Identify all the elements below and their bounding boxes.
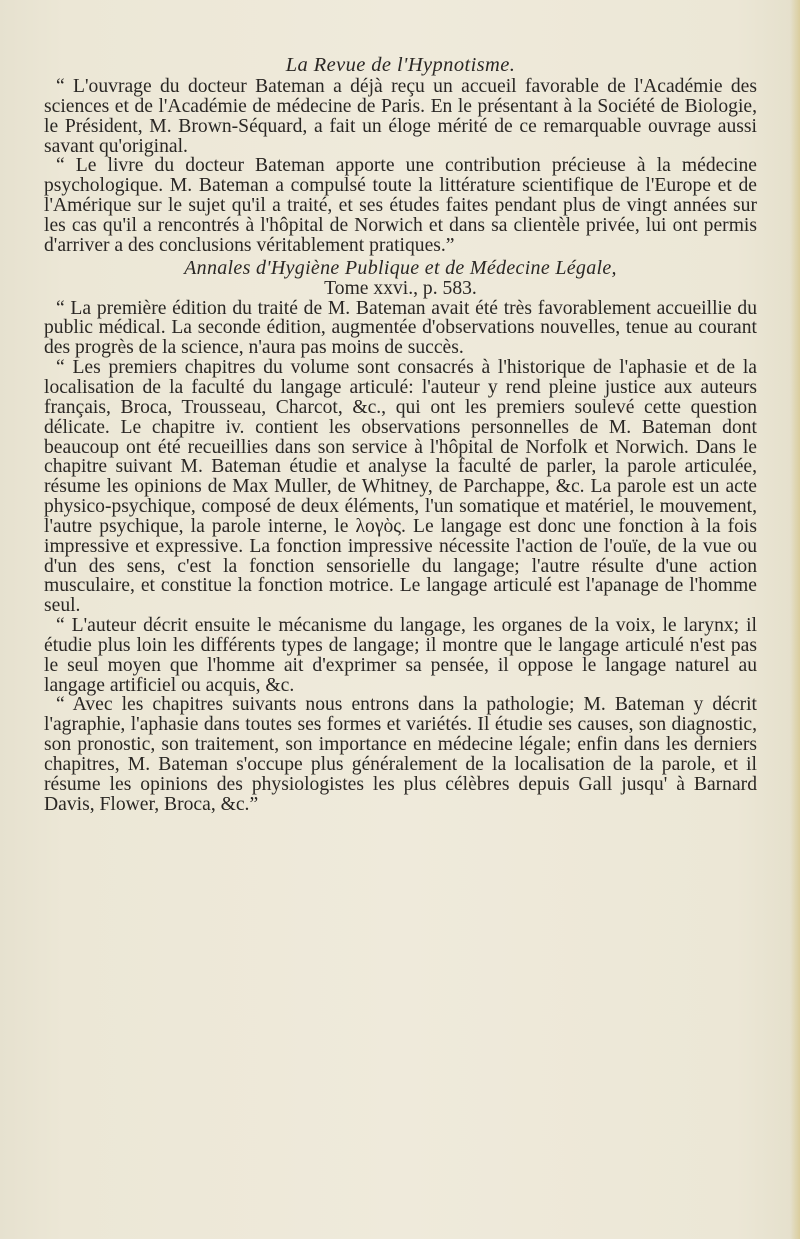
source-citation (44, 258, 757, 299)
running-head: La Revue de l'Hypnotisme. (285, 54, 516, 76)
paragraph: “ Les premiers chapitres du volume sont consacrés à l'historique de l'aphasie et de la localisation de la faculté du langage articulé: l'auteur y rend pleine justice aux auteurs français, Broca, Trousseau, Charcot, &c., qui ont les premiers soulevé cette question délicate. Le chapitre iv. contient les observations personnelles de M. Bateman dont beaucoup ont été recueillies dans son service à l'hôpital de Norfolk et Norwich. Dans le chapitre suivant M. Bateman étudie et analyse la faculté de parler, la parole articulée, résume les opinions de Max Muller, de Whitney, de Parchappe, &c. La parole est un acte physico-psychique, composé de deux éléments, l'un somatique et matériel, le mouvement, l'autre psychique, la parole interne, le λογὸς. Le langage est donc une fonction à la fois impressive et expressive. La fonction impressive nécessite l'action de l'ouïe, de la vue ou d'un des sens, c'est la fonction sensorielle du langage; l'autre résulte d'une action musculaire, et constitue la fonction motrice. Le langage articulé est l'apanage de l'homme seul. (44, 357, 757, 617)
paragraph: “ L'auteur décrit ensuite le mécanisme du langage, les organes de la voix, le larynx; il étudie plus loin les différents types de langage; il montre que le langage articulé n'est pas le seul moyen que l'homme ait d'exprimer sa pensée, il oppose le langage naturel au langage artificiel ou acquis, &c. (44, 615, 757, 696)
paragraph: “ Avec les chapitres suivants nous entrons dans la pathologie; M. Bateman y décrit l'agraphie, l'aphasie dans toutes ses formes et variétés. Il étudie ses causes, son diagnostic, son pronostic, son traitement, son importance en médecine légale; enfin dans les derniers chapitres, M. Bateman s'occupe plus généralement de la localisation de la parole, et il résume les opinions des physiologistes les plus célèbres depuis Gall jusqu' à Barnard Davis, Flower, Broca, &c.” (44, 694, 757, 815)
source-reference: Tome xxvi., p. 583. (324, 277, 477, 299)
page-text (44, 54, 757, 815)
page-edge-shadow (790, 0, 800, 1239)
paragraph: “ L'ouvrage du docteur Bateman a déjà reçu un accueil favorable de l'Académie des sciences et de l'Académie de médecine de Paris. En le présentant à la Société de Biologie, le Président, M. Brown-Séquard, a fait un éloge mérité de ce remarquable ouvrage aussi savant qu'original. (44, 76, 757, 157)
source-title: Annales d'Hygiène Publique et de Médecine Légale, (184, 256, 617, 279)
paragraph: “ La première édition du traité de M. Bateman avait été très favorablement accueillie du public médical. La seconde édition, augmentée d'observations nouvelles, tenue au courant des progrès de la science, n'aura pas moins de succès. (44, 297, 757, 359)
paragraph: “ Le livre du docteur Bateman apporte une contribution précieuse à la médecine psychologique. M. Bateman a compulsé toute la littérature scientifique de l'Europe et de l'Amérique sur le sujet qu'il a traité, et ses études faites pendant plus de vingt années sur les cas qu'il a rencontrés à l'hôpital de Norwich et dans sa clientèle privée, lui ont permis d'arriver a des conclusions véritablement pratiques.” (44, 155, 757, 256)
